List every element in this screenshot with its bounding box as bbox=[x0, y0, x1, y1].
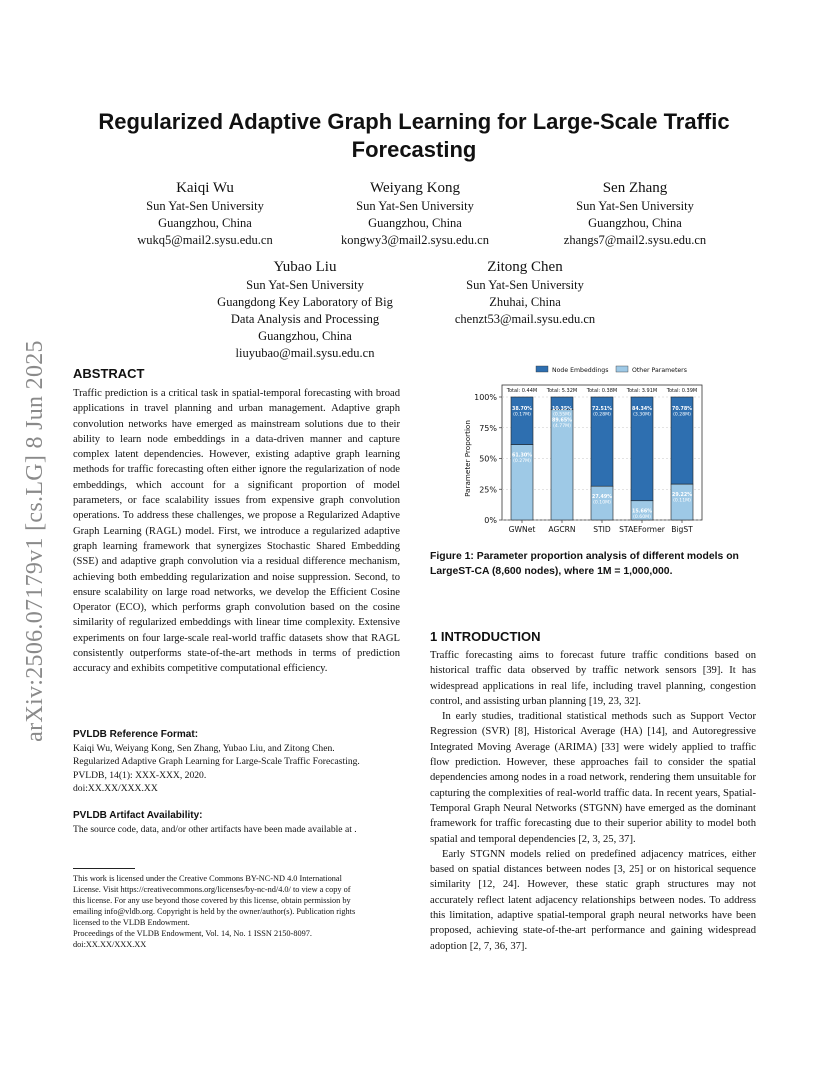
footnote-line: Proceedings of the VLDB Endowment, Vol. 14, No. 1 ISSN 2150-8097. bbox=[73, 929, 312, 938]
author-name: Kaiqi Wu bbox=[176, 180, 234, 196]
author-block bbox=[110, 178, 300, 249]
bar-sub-label: (0.55M) bbox=[553, 412, 571, 418]
arxiv-stamp: arXiv:2506.07179v1 [cs.LG] 8 Jun 2025 bbox=[22, 340, 48, 742]
bar-total-label: Total: 3.91M bbox=[626, 388, 658, 394]
author-block bbox=[200, 257, 410, 362]
author-block bbox=[320, 178, 510, 249]
reference-line: Regularized Adaptive Graph Learning for Large-Scale Traffic Forecasting. bbox=[73, 756, 360, 768]
author-email: wukq5@mail2.sysu.edu.cn bbox=[137, 233, 273, 247]
footnote-line: doi:XX.XX/XXX.XX bbox=[73, 940, 147, 949]
legend-swatch bbox=[536, 366, 548, 372]
legend-swatch bbox=[616, 366, 628, 372]
bar-sub-label: (4.77M) bbox=[553, 424, 571, 430]
artifact-text: The source code, data, and/or other artifacts have been made available at . bbox=[73, 824, 357, 835]
bar-value-label: 61.30% bbox=[512, 453, 532, 459]
author-affiliation: Sun Yat-Sen University bbox=[576, 199, 694, 213]
figure-caption: Figure 1: Parameter proportion analysis of different models on LargeST-CA (8,600 nodes), where 1M = 1,000,000. bbox=[430, 551, 739, 577]
reference-doi: doi:XX.XX/XXX.XX bbox=[73, 782, 158, 794]
bar-sub-label: (0.60M) bbox=[633, 515, 651, 521]
bar-value-label: 89.65% bbox=[552, 418, 572, 424]
author-affiliation: Guangdong Key Laboratory of Big bbox=[217, 295, 393, 309]
author-email: kongwy3@mail2.sysu.edu.cn bbox=[341, 233, 489, 247]
artifact-heading: PVLDB Artifact Availability: bbox=[73, 810, 203, 821]
legend-label: Other Parameters bbox=[632, 367, 687, 374]
x-tick-label: GWNet bbox=[508, 525, 536, 534]
abstract-heading: ABSTRACT bbox=[73, 366, 145, 381]
bar-value-label: 38.70% bbox=[512, 407, 532, 412]
abstract-text: Traffic prediction is a critical task in spatial-temporal forecasting with broad applications in travel planning and urban management. Adaptive graph convolution networks have emerged as mainstream solutions due to their ability to learn node embeddings in a data-driven manner and capture complex latent dependencies. However, existing adaptive graph learning methods for traffic forecasting often either ignore the regularization of node embeddings, which account for a significant proportion of model parameters, or face scalability issues from expensive graph convolution operations. To address these challenges, we propose a Regularized Adaptive Graph Learning (RAGL) model. First, we introduce a regularized adaptive graph learning framework that synergizes Stochastic Shared Embedding (SSE) and adaptive graph convolution via a residual difference mechanism, achieving both embedding regularization and noise suppression. Second, to ensure scalability on large road networks, we develop the Efficient Cosine Operator (ECO), which performs graph convolution based on the cosine similarity of regularized embeddings with linear time complexity. Extensive experiments on four large-scale real-world traffic datasets show that RAGL consistently outperforms state-of-the-art methods in terms of prediction accuracy and exhibits competitive computational efficiency. bbox=[73, 388, 400, 675]
author-affiliation: Sun Yat-Sen University bbox=[146, 199, 264, 213]
author-email: chenzt53@mail.sysu.edu.cn bbox=[454, 312, 596, 326]
bar-value-label: 10.35% bbox=[552, 407, 572, 412]
x-tick-label: AGCRN bbox=[548, 525, 576, 534]
bar-sub-label: (0.17M) bbox=[513, 412, 531, 418]
paragraph: Traffic forecasting aims to forecast future traffic conditions based on historical traffic data observed by traffic network sensors [39]. It has widespread applications in real life, including travel planning, congestion control, and assisting urban planning [19, 23, 32]. bbox=[430, 650, 756, 707]
paper-title: Regularized Adaptive Graph Learning for Large-Scale Traffic Forecasting bbox=[98, 109, 730, 162]
x-tick-label: BigST bbox=[671, 525, 693, 534]
paragraph: In early studies, traditional statistical methods such as Support Vector Regression (SVR) [8], Historical Average (HA) [14], and Autoregressive Integrated Moving Average (ARIMA) [33] were widely applied to traffic flow prediction. However, these approaches fail to consider the spatial dependencies among nodes in a road network, rendering them unsuitable for capturing the complexities of real-world traffic data. In recent years, Spatial-Temporal Graph Neural Networks (STGNN) have emerged as the dominant framework for traffic forecasting due to their superior ability to model both spatial and temporal dependencies [2, 3, 25, 37]. bbox=[430, 711, 756, 845]
license-footnote bbox=[73, 873, 408, 950]
bar-sub-label: (3.30M) bbox=[633, 412, 651, 418]
author-email: liuyubao@mail.sysu.edu.cn bbox=[235, 346, 375, 360]
reference-line: PVLDB, 14(1): XXX-XXX, 2020. bbox=[73, 769, 207, 781]
bar-sub-label: (0.10M) bbox=[593, 500, 611, 506]
x-tick-label: STID bbox=[593, 525, 611, 534]
pvldb-reference-heading: PVLDB Reference Format: bbox=[73, 729, 199, 740]
legend-label: Node Embeddings bbox=[552, 367, 609, 374]
parameter-proportion-chart bbox=[458, 362, 708, 537]
author-name: Yubao Liu bbox=[273, 259, 337, 275]
bar-segment bbox=[511, 397, 533, 445]
author-location: Guangzhou, China bbox=[158, 216, 252, 230]
bar-value-label: 70.78% bbox=[672, 407, 692, 412]
author-location: Guangzhou, China bbox=[588, 216, 682, 230]
reference-line: Kaiqi Wu, Weiyang Kong, Sen Zhang, Yubao Liu, and Zitong Chen. bbox=[73, 743, 335, 754]
footnote-line: License. Visit https://creativecommons.org/licenses/by-nc-nd/4.0/ to view a copy of bbox=[73, 885, 351, 894]
bar-sub-label: (0.11M) bbox=[673, 498, 691, 504]
bar-total-label: Total: 0.44M bbox=[506, 388, 538, 394]
y-tick-label: 0% bbox=[484, 516, 497, 525]
footnote-line: emailing info@vldb.org. Copyright is held by the owner/author(s). Publication rights bbox=[73, 907, 356, 916]
bar-value-label: 27.49% bbox=[592, 495, 612, 501]
author-affiliation: Data Analysis and Processing bbox=[230, 312, 380, 326]
footnote-rule bbox=[73, 868, 135, 869]
author-email: zhangs7@mail2.sysu.edu.cn bbox=[563, 233, 707, 247]
bar-sub-label: (0.28M) bbox=[673, 412, 691, 418]
y-tick-label: 75% bbox=[479, 423, 497, 433]
bar-value-label: 29.22% bbox=[672, 493, 692, 499]
footnote-line: licensed to the VLDB Endowment. bbox=[73, 918, 190, 927]
bar-sub-label: (0.28M) bbox=[593, 412, 611, 418]
author-name: Weiyang Kong bbox=[369, 180, 461, 196]
y-tick-label: 50% bbox=[479, 454, 497, 464]
author-name: Zitong Chen bbox=[487, 259, 563, 275]
author-location: Guangzhou, China bbox=[258, 329, 352, 343]
y-tick-label: 100% bbox=[474, 393, 497, 402]
author-location: Guangzhou, China bbox=[368, 216, 462, 230]
author-block bbox=[540, 178, 730, 249]
bar-total-label: Total: 0.38M bbox=[586, 388, 618, 394]
footnote-line: This work is licensed under the Creative Commons BY-NC-ND 4.0 International bbox=[73, 874, 342, 883]
author-location: Zhuhai, China bbox=[489, 295, 561, 309]
pvldb-reference bbox=[73, 742, 403, 795]
bar-value-label: 84.34% bbox=[632, 407, 652, 412]
author-block bbox=[430, 257, 620, 328]
bar-sub-label: (0.27M) bbox=[513, 459, 531, 465]
author-affiliation: Sun Yat-Sen University bbox=[356, 199, 474, 213]
introduction-body bbox=[430, 648, 756, 954]
bar-value-label: 72.51% bbox=[592, 407, 612, 412]
paragraph: Early STGNN models relied on predefined adjacency matrices, either based on spatial distances between nodes [3, 25] or on historical sequence similarity [12, 24]. However, these static graph structures may not accurately reflect latent adjacency relationships between nodes. To address this limitation, adaptive spatial-temporal graph neural networks have been proposed, achieving state-of-the-art performance and gaining widespread adoption [2, 7, 36, 37]. bbox=[430, 848, 756, 952]
bar-value-label: 15.66% bbox=[632, 509, 652, 515]
y-tick-label: 25% bbox=[479, 485, 497, 495]
author-affiliation: Sun Yat-Sen University bbox=[246, 278, 364, 292]
footnote-line: this license. For any use beyond those covered by this license, obtain permission by bbox=[73, 896, 351, 905]
bar-total-label: Total: 0.39M bbox=[666, 388, 698, 394]
bar-total-label: Total: 5.32M bbox=[546, 388, 578, 394]
author-name: Sen Zhang bbox=[602, 180, 668, 196]
introduction-heading: 1 INTRODUCTION bbox=[430, 629, 541, 644]
author-affiliation: Sun Yat-Sen University bbox=[466, 278, 584, 292]
x-tick-label: STAEFormer bbox=[619, 525, 665, 534]
y-axis-label: Parameter Proportion bbox=[463, 420, 472, 497]
